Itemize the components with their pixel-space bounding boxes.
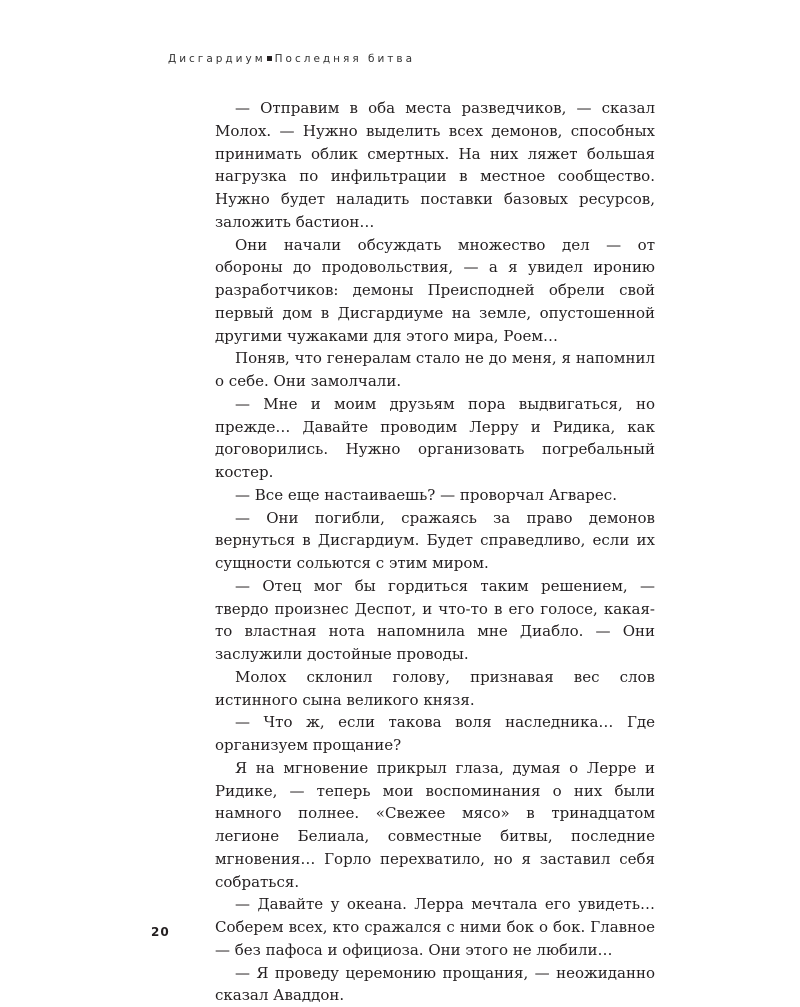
paragraph: — Они погибли, сражаясь за право демонов вернуться в Дисгардиум. Будет справедливо, если их сущности сольются с этим миром. <box>215 507 655 575</box>
paragraph: — Мне и моим друзьям пора выдвигаться, но прежде… Давайте проводим Лерру и Ридика, как договорились. Нужно организовать погребальный костер. <box>215 393 655 484</box>
paragraph: Поняв, что генералам стало не до меня, я напомнил о себе. Они замолчали. <box>215 347 655 393</box>
body-text <box>215 97 655 1007</box>
separator-square-icon <box>267 56 272 61</box>
paragraph: Молох склонил голову, признавая вес слов истинного сына великого князя. <box>215 666 655 712</box>
paragraph: Они начали обсуждать множество дел — от обороны до продовольствия, — а я увидел иронию разработчиков: демоны Преисподней обрели свой первый дом в Дисгардиуме на земле, опустошенной другими чужаками для этого мира, Роем… <box>215 234 655 348</box>
book-subtitle: Последняя битва <box>275 53 415 65</box>
paragraph: — Что ж, если такова воля наследника… Где организуем прощание? <box>215 711 655 757</box>
paragraph: — Отправим в оба места разведчиков, — сказал Молох. — Нужно выделить всех демонов, способных принимать облик смертных. На них ляжет большая нагрузка по инфильтрации в местное сообщество. Нужно будет наладить поставки базовых ресурсов, заложить бастион… <box>215 97 655 234</box>
running-head <box>168 53 415 65</box>
book-title: Дисгардиум <box>168 53 266 65</box>
paragraph: Я на мгновение прикрыл глаза, думая о Лерре и Ридике, — теперь мои воспоминания о них были намного полнее. «Свежее мясо» в тринадцатом легионе Белиала, совместные битвы, последние мгновения… Горло перехватило, но я заставил себя собраться. <box>215 757 655 894</box>
paragraph: — Я проведу церемонию прощания, — неожиданно сказал Аваддон. <box>215 962 655 1007</box>
page-number: 20 <box>151 925 170 939</box>
paragraph: — Давайте у океана. Лерра мечтала его увидеть… Соберем всех, кто сражался с ними бок о бок. Главное — без пафоса и официоза. Они этого не любили… <box>215 893 655 961</box>
paragraph: — Отец мог бы гордиться таким решением, — твердо произнес Деспот, и что-то в его голосе, какая-то властная нота напомнила мне Диабло. — Они заслужили достойные проводы. <box>215 575 655 666</box>
paragraph: — Все еще настаиваешь? — проворчал Агварес. <box>215 484 655 507</box>
